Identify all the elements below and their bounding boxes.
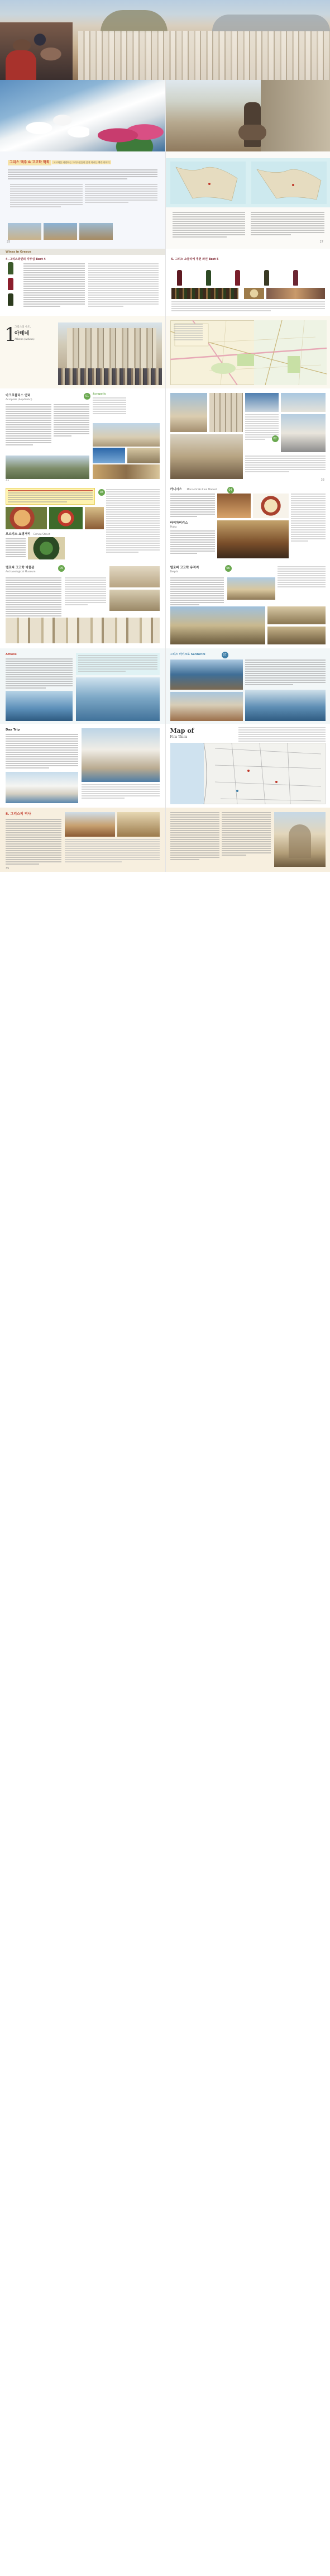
aegean-map [170, 162, 327, 204]
city-buildings [78, 31, 330, 80]
spread-7-left-page [0, 562, 165, 648]
right-article-text-2 [251, 212, 324, 236]
acropolis-text-col1 [6, 404, 51, 447]
spread-2-left-page [0, 80, 165, 249]
restaurant-photo [217, 520, 289, 558]
page-number: 25 [7, 240, 11, 244]
delphi-ruins-photo [227, 577, 275, 600]
museum-interior-photo [6, 618, 160, 643]
beer-list-text-2 [85, 184, 157, 204]
beer-list-text [10, 184, 83, 208]
shopping-title: 오스티스 쇼핑거리 [6, 533, 31, 536]
artifact-photo [117, 812, 160, 837]
column-stripes [67, 328, 156, 368]
harbor-photo [6, 691, 73, 721]
island-info-text [78, 655, 157, 673]
spread-4 [0, 316, 330, 388]
ruins-photo-2 [44, 223, 77, 240]
museum-text-2 [65, 577, 106, 606]
spread-2 [0, 80, 330, 249]
spread-7 [0, 562, 330, 648]
plaka-subtitle: Plaka [170, 526, 177, 529]
food-photo-1 [6, 507, 47, 529]
spread-6-right-page [165, 483, 330, 562]
bottle-shelf [171, 263, 325, 286]
chapter-title-ko: 그리스의 수도, [15, 326, 31, 329]
daytrip-title: Day Trip [6, 728, 20, 732]
market-right-text [291, 494, 326, 543]
right-text-bottom [245, 456, 326, 473]
map-of-subtitle: Fira Thira [170, 735, 188, 739]
spread-6-left-page [0, 483, 165, 562]
delphi-title: 델로피 고고학 유적지 [170, 566, 199, 570]
spread-4-right-page [165, 316, 330, 388]
beer-body-text [8, 169, 157, 181]
gate-arch [289, 824, 311, 858]
spread-8-left-page [0, 648, 165, 724]
page-number: 27 [319, 240, 323, 244]
chapter-number: 1 [4, 324, 17, 346]
ruins-photo-1 [8, 223, 41, 240]
spread-7-right-page [165, 562, 330, 648]
wine-bottle-icon [177, 270, 182, 286]
erechtheion-photo [93, 423, 160, 447]
info-box-title: Acropolis [93, 393, 106, 396]
wine-bottle-icon [235, 270, 240, 286]
spread-8 [0, 648, 330, 724]
wines-left-text-2 [88, 263, 159, 308]
spread-4-left-page [0, 316, 165, 388]
sea-view-photo [245, 690, 326, 721]
spread-10-right-page [165, 808, 330, 872]
white-domes [22, 105, 89, 144]
spread-10-left-page [0, 808, 165, 872]
statue-photo [281, 414, 326, 452]
delphi-subtitle: Delphi [170, 571, 178, 573]
tourists-at-temple [58, 368, 162, 385]
beer-heading: 그리스 맥주 & 고고학 학회 [8, 160, 51, 165]
delphi-info [278, 566, 326, 589]
wine-bottle-icon [206, 270, 211, 286]
map-of-title: Map of [170, 727, 194, 734]
wines-right-title: 5. 그리스 소믈리에 추천 와인 Best 5 [171, 258, 219, 261]
page-number: 35 [6, 867, 9, 871]
shopping-photo [28, 537, 65, 559]
section-badge: 01 [84, 393, 90, 400]
history-text-1 [6, 819, 61, 866]
history-right-text-1 [170, 812, 219, 861]
acropolis-info-box [93, 393, 126, 421]
market-text [170, 494, 215, 518]
chapter-title-ko2: 아테네 [15, 331, 30, 336]
wines-right-text [171, 301, 325, 312]
spread-5-left-page [0, 388, 165, 483]
food-photo-2 [49, 507, 83, 529]
caldera-photo [170, 660, 243, 690]
bakery-photo [217, 494, 251, 518]
wine-bottle-icon [8, 293, 13, 306]
market-subtitle: Monastiraki Flea Market [186, 488, 217, 491]
wines-banner-text: Wines in Greece [6, 250, 31, 254]
history-title: 5. 그리스의 역사 [6, 812, 31, 816]
wine-bottle-icon [264, 270, 269, 286]
market-street-photo [170, 434, 243, 479]
parthenon-view-photo [170, 393, 207, 432]
wines-left-title: 4. 그리스와인의 자부심 Best 4 [6, 258, 46, 261]
section-badge: 06 [225, 565, 232, 572]
market-photo [93, 464, 160, 479]
section-badge: 05 [58, 565, 65, 572]
delphi-landscape-photo [170, 606, 265, 644]
acropolis-title: 아크로폴리스 언덕 [6, 394, 31, 397]
minoan-palace-photo [65, 812, 115, 837]
view-photo [281, 393, 326, 412]
chapter-title-en: Athens (Athína) [15, 338, 35, 341]
santorini-white-photo [6, 772, 78, 803]
island-right-title: 그리스 마이크로 Santorini [170, 653, 205, 656]
shopping-subtitle: Ermou Street [34, 533, 50, 536]
delphi-small-photo-2 [267, 627, 326, 644]
market-title: 카니시스 [170, 488, 182, 491]
info-box-text [93, 397, 126, 414]
plaka-text [170, 530, 215, 555]
dish-photo [253, 494, 289, 518]
spread-8-right-page [165, 648, 330, 724]
map-legend [238, 727, 326, 743]
spread-3 [0, 249, 330, 316]
right-article-text-1 [173, 212, 245, 239]
spread-2-right-page [165, 80, 330, 249]
tram-photo [93, 448, 125, 463]
island-boat-photo [76, 677, 160, 721]
beer-subheading: 고고학을 사랑하는 그리스인들이 즐겨 마시는 맥주 이야기 [52, 160, 111, 164]
page-number: 33 [321, 478, 324, 482]
cliff-village-photo [170, 692, 243, 721]
spread-9-right-page [165, 724, 330, 808]
shopping-text [6, 538, 26, 558]
tip-box-text [8, 490, 93, 504]
plaka-title: 바이차비키스 [170, 521, 188, 525]
daytrip-text [6, 734, 78, 770]
tourist-red-shirt [6, 50, 36, 80]
island-left-title: Athens [6, 653, 17, 656]
museum-title: 델로피 고고학 박물관 [6, 566, 35, 570]
acropolis-subtitle: Acropolis (Ακρόπολη) [6, 399, 32, 401]
columns-close-photo [209, 393, 243, 432]
food-photo-3 [85, 507, 104, 529]
street-sign-photo [245, 393, 279, 412]
delphi-text [170, 577, 224, 606]
island-left-text [6, 658, 73, 690]
history-right-text-2 [222, 812, 271, 857]
spread-9-left-page [0, 724, 165, 808]
donkey [238, 125, 266, 140]
fira-map-streets [170, 743, 326, 804]
history-text-2 [65, 839, 160, 864]
remaining-pages-area [0, 872, 330, 2576]
page-number: 31 [6, 478, 9, 482]
wine-bottle-icon [293, 270, 298, 286]
spread-3-left-page [0, 249, 165, 316]
wines-left-text [23, 263, 85, 308]
stoa-photo [127, 448, 160, 463]
acropolis-bottom-photo [6, 456, 89, 479]
village-photo [82, 728, 160, 782]
wine-row-photo [171, 288, 238, 299]
wine-cork-photo [244, 288, 264, 299]
museum-photo-1 [109, 566, 160, 587]
section-badge: 07 [222, 652, 228, 658]
ruins-photo-3 [79, 223, 113, 240]
museum-photo-2 [109, 590, 160, 611]
spread-5 [0, 388, 330, 483]
spread-6 [0, 483, 330, 562]
wine-bottle-icon [8, 278, 13, 290]
wine-bottle-icon [8, 262, 13, 274]
spread-3-right-page [165, 249, 330, 316]
spread-5-right-page [165, 388, 330, 483]
acropolis-text-col2 [54, 404, 89, 438]
pink-bougainvillea [98, 119, 165, 151]
grape-photo [266, 288, 325, 299]
left-col-text [106, 489, 160, 554]
bottle-group-left [6, 262, 22, 312]
mountain-ridge [212, 15, 330, 31]
spread-1 [0, 0, 330, 80]
section-badge: 04 [227, 487, 234, 494]
delphi-small-photo [267, 606, 326, 624]
cliff-wall [261, 80, 330, 151]
island-right-text-1 [245, 660, 326, 686]
section-badge: 02 [272, 435, 279, 442]
spread-9 [0, 724, 330, 808]
section-badge: 03 [98, 489, 105, 496]
daytrip-caption [82, 784, 160, 800]
delphi-info-text [278, 566, 326, 587]
museum-subtitle: Archaeological Museum [6, 571, 36, 573]
spread-10 [0, 808, 330, 872]
hill-shape [101, 10, 168, 32]
map-legend-text [174, 324, 203, 341]
